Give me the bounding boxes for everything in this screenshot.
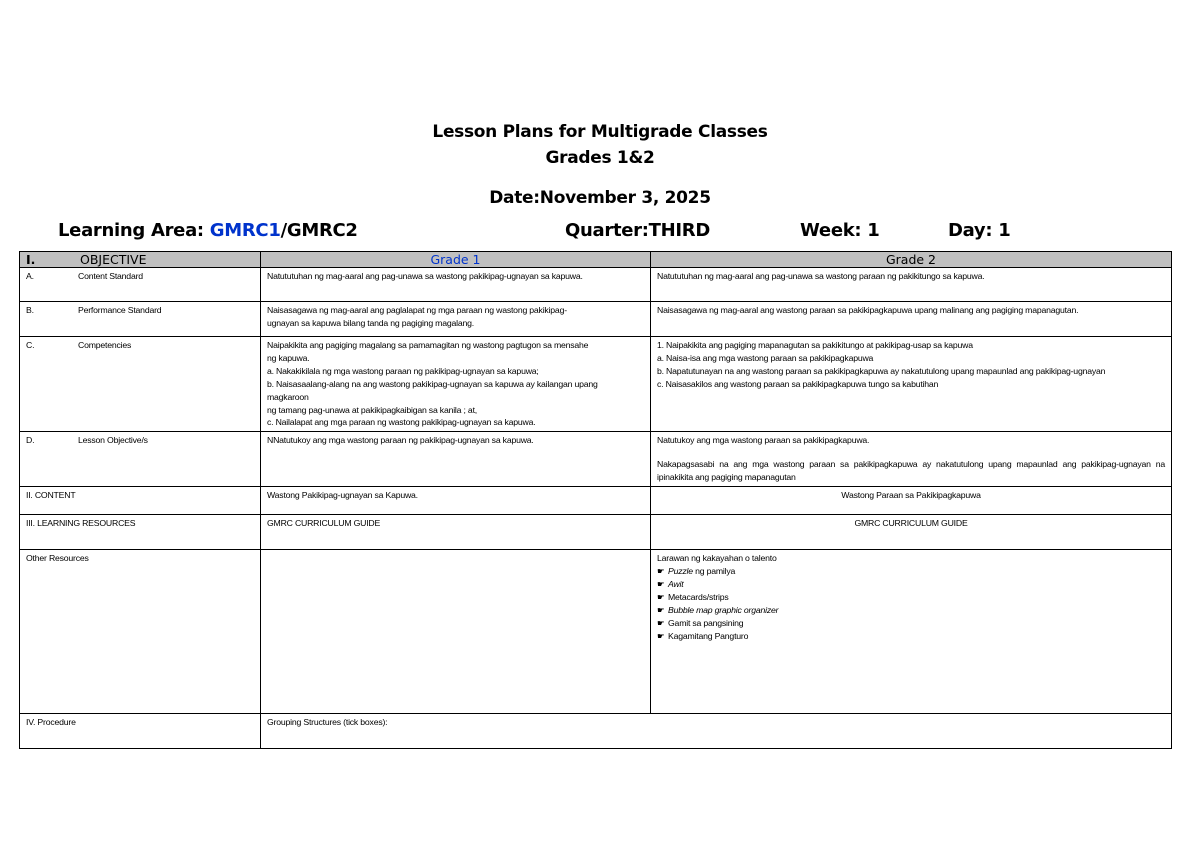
learning-area — [58, 220, 358, 241]
competencies-g1: Naipakikita ang pagiging magalang sa pamamagitan ng wastong pagtugon sa mensahe ng kapuwa. a. Nakakikilala ng mga wastong paraan ng pakikipag-ugnayan sa kapuwa; b. Naisasaalang-alang na ang wastong pakikipag-ugnayan sa kapuwa ay kailangan upang magkaroon ng tamang pag-unawa at pakikipagkaibigan sa kanila ; at, c. Nailalapat ang mga paraan ng wastong pakikipag-ugnayan sa kapuwa. — [261, 337, 651, 432]
content-standard-g2: Natututuhan ng mag-aaral ang pag-unawa sa wastong paraan ng pakikitungo sa kapuwa. — [651, 268, 1172, 302]
objective-header: I. OBJECTIVE — [20, 252, 261, 268]
table-header-row — [20, 252, 1172, 268]
procedure-label: IV. Procedure — [20, 714, 261, 749]
table-row — [20, 337, 1172, 432]
learning-area-grade2: /GMRC2 — [280, 220, 358, 241]
list-item: ☛ Gamit sa pangsining — [657, 617, 744, 628]
learning-area-grade1: GMRC1 — [209, 220, 281, 241]
lesson-objectives-g1: NNatutukoy ang mga wastong paraan ng pakikipag-ugnayan sa kapuwa. — [261, 432, 651, 487]
procedure-content: Grouping Structures (tick boxes): — [261, 714, 1172, 749]
document-title: Lesson Plans for Multigrade Classes — [432, 122, 768, 142]
competencies-label: C. Competencies — [20, 337, 261, 432]
table-row — [20, 268, 1172, 302]
list-item: ☛ Kagamitang Pangturo — [657, 630, 749, 641]
learning-resources-label: III. LEARNING RESOURCES — [20, 515, 261, 550]
pointing-hand-icon: ☛ — [657, 579, 665, 590]
grade2-header: Grade 2 — [651, 252, 1172, 268]
list-item: ☛ Metacards/strips — [657, 592, 729, 603]
resource-list — [657, 565, 1165, 642]
performance-standard-g2: Naisasagawa ng mag-aaral ang wastong paraan sa pakikipagkapuwa upang malinang ang pagiging mapanagutan. — [651, 302, 1172, 337]
table-row — [20, 302, 1172, 337]
content-g2: Wastong Paraan sa Pakikipagkapuwa — [651, 487, 1172, 515]
lesson-objectives-label: D. Lesson Objective/s — [20, 432, 261, 487]
competencies-g2: 1. Naipakikita ang pagiging mapanagutan sa pakikitungo at pakikipag-usap sa kapuwa a. Naisa-isa ang mga wastong paraan sa pakikipagkapuwa b. Napatutunayan na ang wastong paraan sa pakikipagkapuwa ay nakatutulong upang mapaunlad ang pakikipag-ugnayan c. Naisasakilos ang wastong paraan sa pakikipagkapuwa tungo sa kabutihan — [651, 337, 1172, 432]
other-resources-g2: Larawan ng kakayahan o talento ☛ Puzzle ng pamilya ☛ Awit ☛ Metacards/strips ☛ Bubble map graphic organizer ☛ Gamit sa pangsining ☛ Kagamitang Pangturo — [651, 550, 1172, 714]
list-item: ☛ Puzzle ng pamilya — [657, 566, 736, 577]
performance-standard-g1: Naisasagawa ng mag-aaral ang paglalapat ng mga paraan ng wastong pakikipag- ugnayan sa kapuwa bilang tanda ng pagiging magalang. — [261, 302, 651, 337]
quarter: Quarter:THIRD — [565, 220, 710, 241]
lesson-date: Date:November 3, 2025 — [489, 188, 711, 208]
content-standard-label: A. Content Standard — [20, 268, 261, 302]
content-g1: Wastong Pakikipag-ugnayan sa Kapuwa. — [261, 487, 651, 515]
content-label: II. CONTENT — [20, 487, 261, 515]
table-row — [20, 714, 1172, 749]
learning-area-label: Learning Area: — [58, 220, 210, 241]
pointing-hand-icon: ☛ — [657, 592, 665, 603]
table-row — [20, 550, 1172, 714]
pointing-hand-icon: ☛ — [657, 566, 665, 577]
learning-resources-g1: GMRC CURRICULUM GUIDE — [261, 515, 651, 550]
table-row — [20, 432, 1172, 487]
performance-standard-label: B. Performance Standard — [20, 302, 261, 337]
week: Week: 1 — [800, 220, 880, 241]
list-item: ☛ Bubble map graphic organizer — [657, 604, 779, 615]
learning-resources-g2: GMRC CURRICULUM GUIDE — [651, 515, 1172, 550]
list-item: ☛ Awit — [657, 579, 684, 590]
grade1-header: Grade 1 — [261, 252, 651, 268]
other-resources-label: Other Resources — [20, 550, 261, 714]
table-row — [20, 487, 1172, 515]
lesson-plan-table — [19, 251, 1172, 749]
content-standard-g1: Natututuhan ng mag-aaral ang pag-unawa sa wastong pakikipag-ugnayan sa kapuwa. — [261, 268, 651, 302]
grades-subtitle: Grades 1&2 — [545, 148, 655, 168]
pointing-hand-icon: ☛ — [657, 617, 665, 628]
pointing-hand-icon: ☛ — [657, 630, 665, 641]
day: Day: 1 — [948, 220, 1011, 241]
table-row — [20, 515, 1172, 550]
other-resources-g1 — [261, 550, 651, 714]
pointing-hand-icon: ☛ — [657, 604, 665, 615]
lesson-objectives-g2: Natutukoy ang mga wastong paraan sa pakikipagkapuwa. Nakapagsasabi na ang mga wastong paraan sa pakikipagkapuwa ay nakatutulong upang mapaunlad ang pakikipag-ugnayan na ipinakikita ang pagiging mapanagutan — [651, 432, 1172, 487]
